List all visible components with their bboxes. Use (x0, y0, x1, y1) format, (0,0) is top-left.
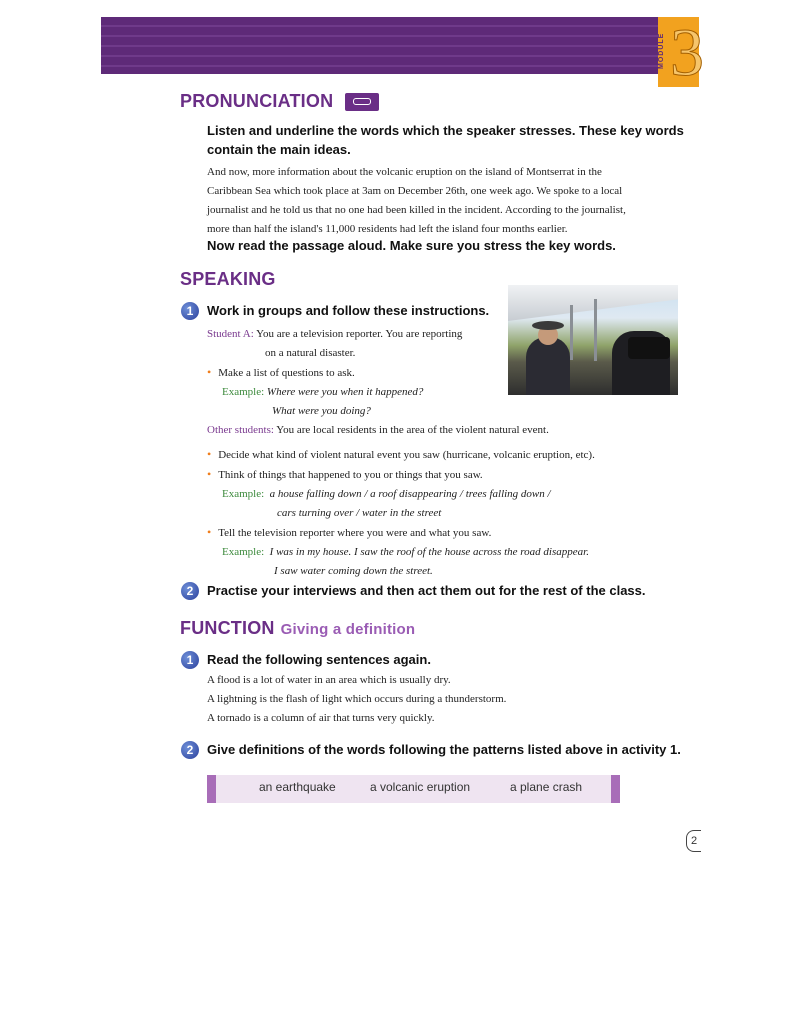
function-activity2-instruction: Give definitions of the words following the patterns listed above in activity 1. (207, 742, 681, 757)
student-a-block (207, 325, 507, 421)
bullet-text: Make a list of questions to ask. (218, 367, 355, 379)
bullet-dot-icon: • (207, 365, 212, 379)
student-a-text-cont: on a natural disaster. (265, 347, 356, 359)
example-label: Example: (222, 488, 265, 500)
student-a-line (207, 325, 507, 344)
header-band (101, 17, 658, 74)
bullet-text: Think of things that happened to you or things that you saw. (218, 469, 483, 481)
example-text-cont: cars turning over / water in the street (277, 507, 442, 519)
camera (628, 337, 670, 359)
other-students-text: You are local residents in the area of the violent natural event. (276, 424, 549, 436)
definition-sentence: A lightning is the flash of light which occurs during a thunderstorm. (207, 693, 507, 705)
example-label: Example: (222, 546, 265, 558)
pronunciation-instruction (207, 121, 684, 159)
tent-pole (570, 305, 573, 360)
example-text-cont: I saw water coming down the street. (274, 565, 433, 577)
passage-line: And now, more information about the volcanic eruption on the island of Montserrat in the (207, 166, 602, 178)
reporter-figure (526, 337, 570, 395)
example-text: Where were you when it happened? (266, 386, 424, 398)
tent-pole (594, 299, 597, 361)
activity-number-badge: 1 (181, 302, 199, 320)
speaking-heading: SPEAKING (180, 269, 276, 289)
read-aloud-instruction: Now read the passage aloud. Make sure you stress the key words. (207, 238, 616, 253)
example-label: Example: (222, 386, 265, 398)
definition-sentence: A tornado is a column of air that turns very quickly. (207, 712, 435, 724)
word-box (207, 775, 620, 803)
function-activity1-instruction: Read the following sentences again. (207, 652, 431, 667)
reporter-interview-photo (508, 285, 678, 395)
instruction-line: contain the main ideas. (207, 142, 351, 157)
other-students-label: Other students: (207, 424, 274, 436)
example-text: a house falling down / a roof disappearing / trees falling down / (269, 488, 551, 500)
bullet-dot-icon: • (207, 447, 212, 461)
module-number: 3 (670, 14, 704, 90)
speaking-activity1-instruction: Work in groups and follow these instructions. (207, 303, 490, 318)
function-subtitle: Giving a definition (280, 621, 416, 638)
page-number: 2 (686, 830, 701, 852)
bullet-dot-icon: • (207, 467, 212, 481)
bullet-text: Decide what kind of violent natural event you saw (hurricane, volcanic eruption, etc). (218, 449, 595, 461)
example-line (207, 383, 507, 402)
pronunciation-passage (207, 163, 677, 239)
student-a-label: Student A: (207, 328, 254, 340)
bullet-text: Tell the television reporter where you were and what you saw. (218, 527, 492, 539)
word-box-right-edge (611, 775, 620, 803)
student-a-text: You are a television reporter. You are reporting (256, 328, 463, 340)
word-item: a volcanic eruption (370, 780, 471, 794)
module-label: MODULE (658, 32, 665, 70)
activity-number-badge: 2 (181, 741, 199, 759)
example-text: I was in my house. I saw the roof of the house across the road disappear. (269, 546, 589, 558)
definition-sentences (207, 671, 677, 728)
definition-sentence: A flood is a lot of water in an area which is usually dry. (207, 674, 451, 686)
word-item: a plane crash (510, 780, 583, 794)
bullet-item (207, 523, 677, 543)
other-students-block (207, 421, 677, 440)
bullet-item (207, 363, 507, 383)
function-heading (180, 618, 415, 639)
example-line (207, 485, 677, 504)
example-text-cont: What were you doing? (272, 405, 371, 417)
other-students-bullets (207, 445, 677, 581)
passage-line: Caribbean Sea which took place at 3am on December 26th, one week ago. We spoke to a local (207, 185, 623, 197)
activity-number-badge: 2 (181, 582, 199, 600)
passage-line: more than half the island's 11,000 residents had left the island four months earlier. (207, 223, 568, 235)
word-box-left-edge (207, 775, 216, 803)
activity-number-badge: 1 (181, 651, 199, 669)
pronunciation-heading: PRONUNCIATION (180, 91, 334, 111)
reporter-hat (532, 321, 564, 330)
instruction-line: Listen and underline the words which the speaker stresses. These key words (207, 123, 684, 138)
function-title: FUNCTION (180, 618, 275, 638)
bullet-dot-icon: • (207, 525, 212, 539)
tent-canopy (508, 285, 678, 321)
bullet-item (207, 465, 677, 485)
passage-line: journalist and he told us that no one had been killed in the incident. According to the journalist, (207, 204, 626, 216)
other-students-line (207, 421, 677, 440)
word-item: an earthquake (259, 780, 336, 794)
speaking-activity2-instruction: Practise your interviews and then act them out for the rest of the class. (207, 583, 646, 598)
cassette-icon (345, 93, 379, 111)
example-line (207, 543, 677, 562)
module-tab (658, 14, 704, 90)
bullet-item (207, 445, 677, 465)
